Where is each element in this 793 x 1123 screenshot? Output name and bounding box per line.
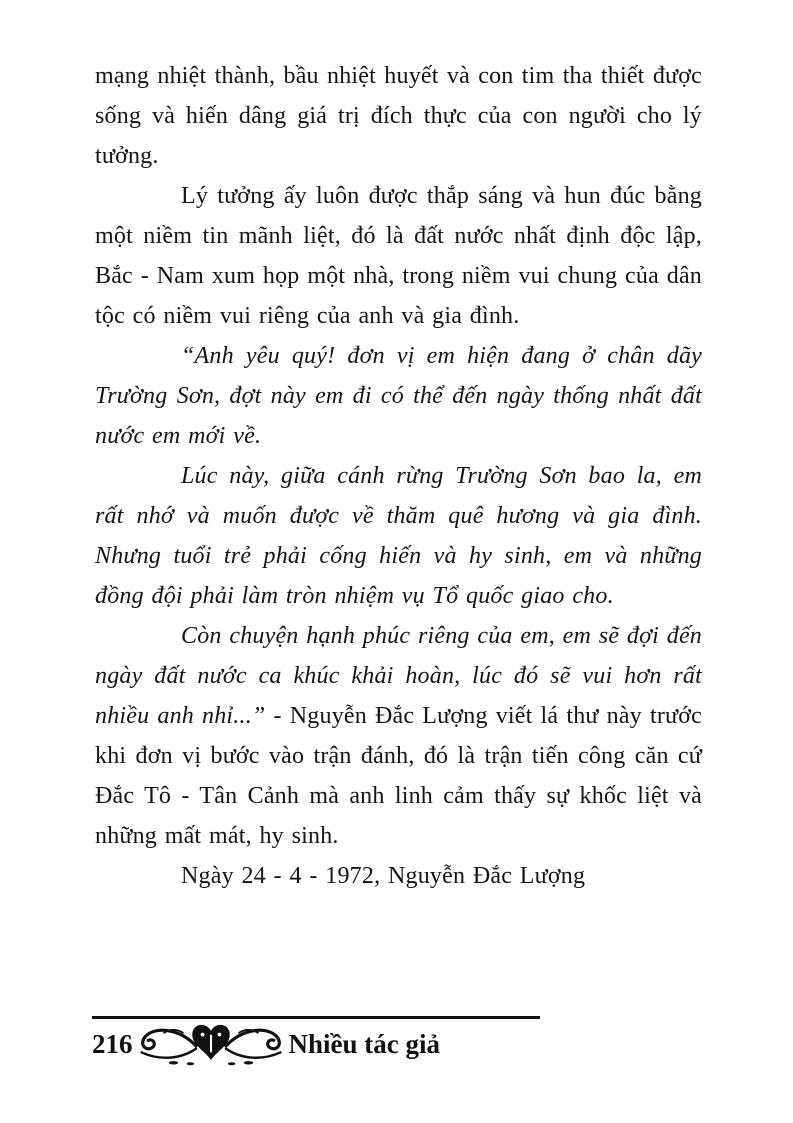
footer-row [92, 1020, 712, 1068]
narration-text: - Nguyễn Đắc Lượng viết lá thư này trước khi đơn vị bước vào trận đánh, đó là trận tiến công căn cứ Đắc Tô - Tân Cảnh mà anh linh cảm thấy sự khốc liệt và những mất mát, hy sinh. [95, 703, 702, 849]
paragraph-letter-quote: “Anh yêu quý! đơn vị em hiện đang ở chân dãy Trường Sơn, đợt này em đi có thể đến ngày thống nhất đất nước em mới về. [95, 343, 702, 449]
paragraph-mixed [95, 616, 702, 856]
page-footer [92, 1016, 712, 1068]
footer-rule [92, 1016, 540, 1019]
paragraph-body: Lý tưởng ấy luôn được thắp sáng và hun đúc bằng một niềm tin mãnh liệt, đó là đất nước nhất định độc lập, Bắc - Nam xum họp một nhà, trong niềm vui chung của dân tộc có niềm vui riêng của anh và gia đình. [95, 183, 702, 329]
footer-author: Nhiều tác giả [288, 1028, 440, 1059]
paragraph-letter-quote: Lúc này, giữa cánh rừng Trường Sơn bao la, em rất nhớ và muốn được về thăm quê hương và gia đình. Nhưng tuổi trẻ phải cống hiến và hy sinh, em và những đồng đội phải làm tròn nhiệm vụ Tổ quốc giao cho. [95, 463, 702, 609]
paragraph-continuation: mạng nhiệt thành, bầu nhiệt huyết và con tim tha thiết được sống và hiến dâng giá trị đích thực của con người cho lý tưởng. [95, 63, 702, 169]
page-number: 216 [92, 1028, 133, 1059]
page-text-block [95, 56, 702, 896]
floral-heart-flourish-icon [136, 1020, 286, 1068]
letter-quote-text: Còn chuyện hạnh phúc riêng của em, em sẽ đợi đến ngày đất nước ca khúc khải hoàn, lúc đó sẽ vui hơn rất nhiều anh nhỉ...” [95, 623, 702, 729]
paragraph-body: Ngày 24 - 4 - 1972, Nguyễn Đắc Lượng [181, 863, 586, 889]
